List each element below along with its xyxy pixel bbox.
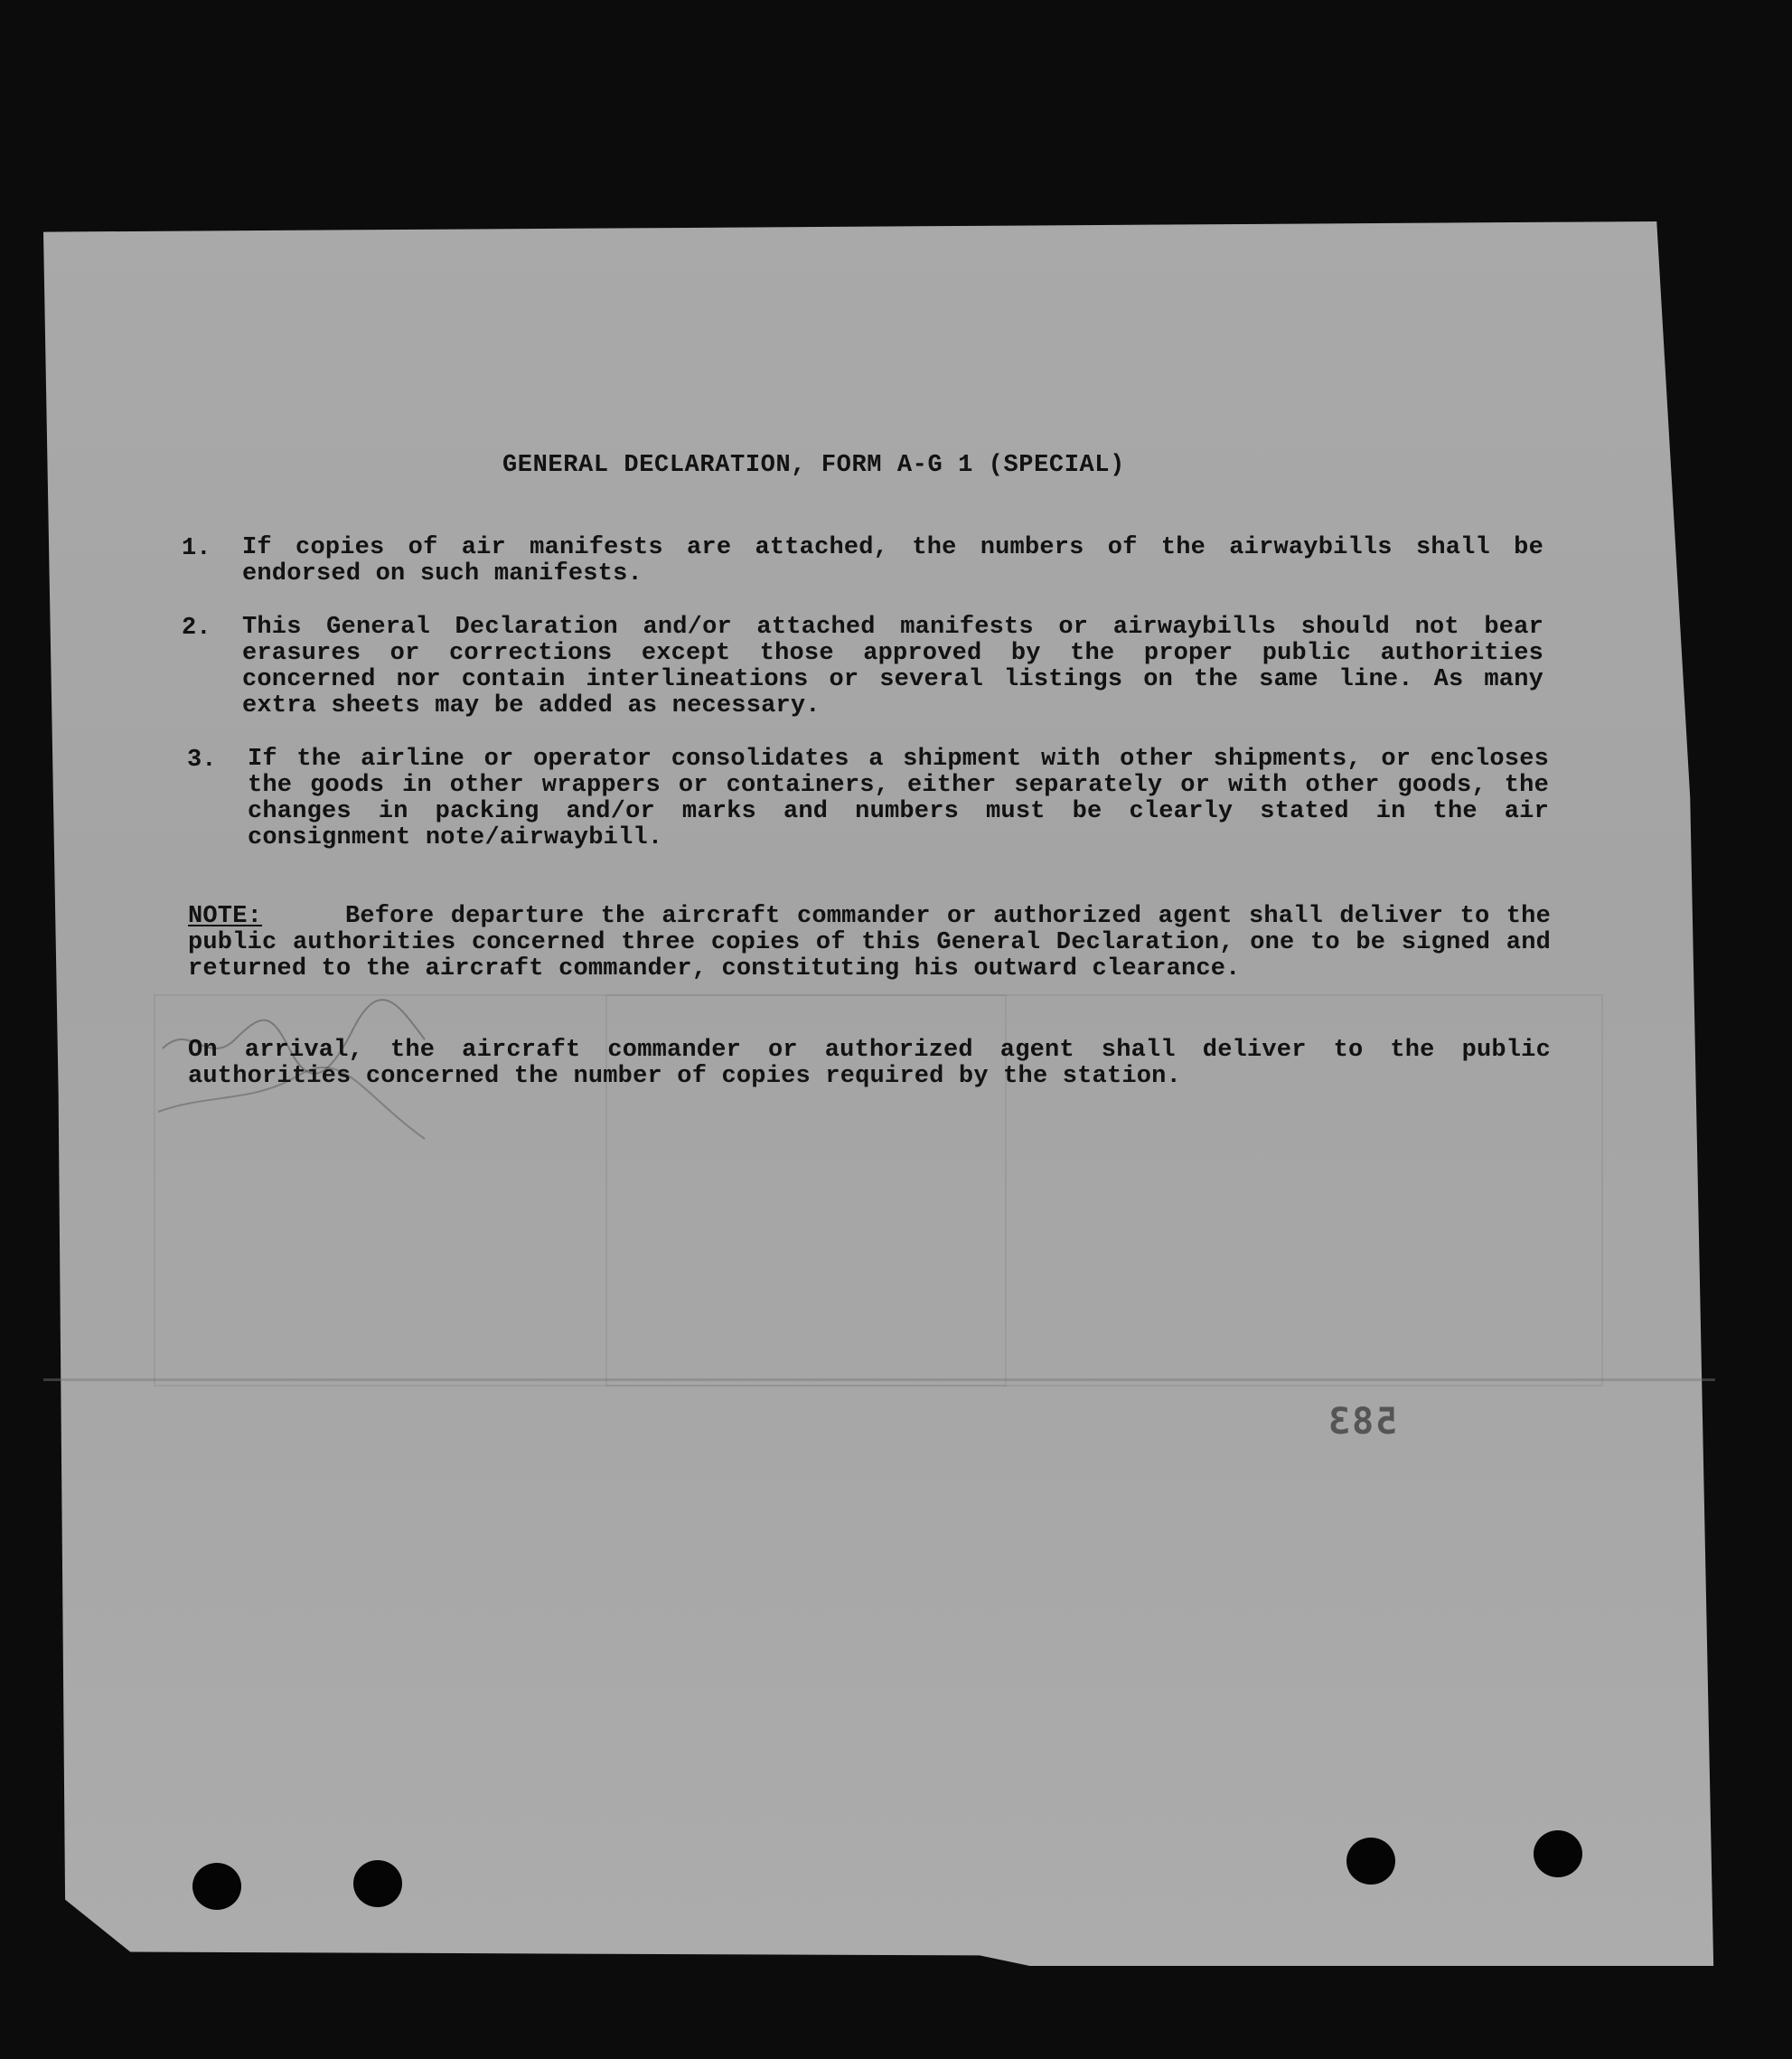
note-label: NOTE: — [188, 903, 263, 930]
item-3-number: 3. — [187, 747, 217, 774]
item-1-text: If copies of air manifests are attached, the numbers of the airwaybills shall be endorsed on such manifests. — [242, 534, 1543, 588]
item-3-text: If the airline or operator consolidates a shipment with other shipments, or encloses the goods in other wrappers or containers, either separately or with other goods, the changes in packing and/or marks and numbers must be clearly stated in the air consignment note/airwaybill. — [248, 746, 1549, 851]
item-2-text: This General Declaration and/or attached manifests or airwaybills should not bear erasures or corrections except those approved by the proper public authorities concerned nor contain interlineations or several listings on the same line. As many extra sheets may be added as necessary. — [242, 614, 1543, 719]
item-2-number: 2. — [182, 615, 211, 642]
form-title: GENERAL DECLARATION, FORM A-G 1 (SPECIAL) — [502, 452, 1125, 479]
note-paragraph — [188, 904, 1551, 982]
arrival-paragraph: On arrival, the aircraft commander or authorized agent shall deliver to the public authorities concerned the number of copies required by the station. — [188, 1037, 1551, 1090]
note-text: Before departure the aircraft commander or authorized agent shall deliver to the public authorities concerned three copies of this General Declaration, one to be signed and returned to the aircraft commander, constituting his outward clearance. — [188, 903, 1551, 982]
item-1-number: 1. — [182, 535, 211, 562]
stamp-number: 583 — [1327, 1401, 1398, 1443]
